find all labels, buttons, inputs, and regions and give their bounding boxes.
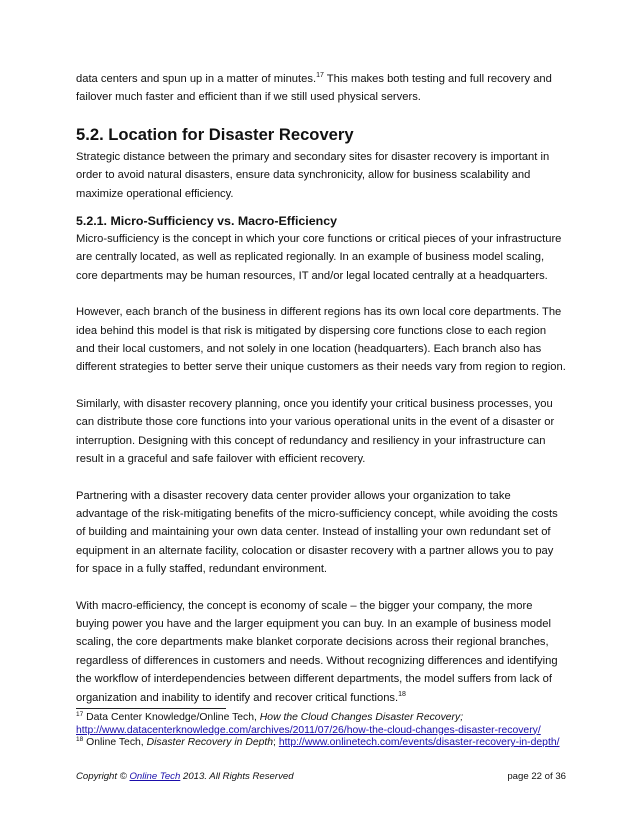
body-paragraph: Partnering with a disaster recovery data center provider allows your organization to take advantage of the risk-mitigating benefits of the micro-sufficiency concept, while avoiding the costs of building and maintaining your own data center. Instead of installing your own redundant set of equipment in an alternate facility, colocation or disaster recovery with a partner allows you to pay for space in a fully staffed, redundant environment. [76,489,558,576]
section-heading-5-2: 5.2. Location for Disaster Recovery [76,124,354,144]
footnote-17: $^{17}$ Data Center Knowledge/Online Tech, How the Cloud Changes Disaster Recovery; http://www.datacenterknowledge.com/archives/2011/07/26/how-the-cloud-changes-disaster-recovery/ [76,711,541,736]
subsection-heading-5-2-1: 5.2.1. Micro-Sufficiency vs. Macro-Efficiency [76,214,337,229]
footnote-divider [76,708,226,709]
macro-efficiency-paragraph: With macro-efficiency, the concept is economy of scale – the bigger your company, the more buying power you have and the larger equipment you can buy. In an example of business model scaling, the core departments make blanket corporate decisions across their regional branches, regardless of differences in customers and needs. Without recognizing differences and identifying the workflow of interdependencies between different departments, the model suffers from lack of organization and inability to identify and recover critical functions.$^{18}$ [76,599,558,704]
footnote-18: $^{18}$ Online Tech, Disaster Recovery in Depth; http://www.onlinetech.com/events/disaster-recovery-in-depth/ [76,736,560,748]
page-footer [76,771,566,782]
body-paragraph: Micro-sufficiency is the concept in which your core functions or critical pieces of your infrastructure are centrally located, as well as replicated regionally. In an example of business model scaling, core departments may be human resources, IT and/or legal located centrally at a headquarters. [76,233,562,282]
page-number: page 22 of 36 [507,771,566,782]
intro-paragraph: data centers and spun up in a matter of minutes.$^{17}$ This makes both testing and full recovery and failover much faster and efficient than if we still used physical servers. [76,72,552,104]
body-paragraph: Similarly, with disaster recovery planning, once you identify your critical business processes, you can distribute those core functions into your various operational units in the event of a disaster or interruption. Designing with this concept of redundancy and resiliency in your infrastructure can result in a graceful and safe failover with efficient recovery. [76,397,555,466]
page-body [76,70,566,707]
footnote-18-link[interactable]: http://www.onlinetech.com/events/disaster-recovery-in-depth/ [278,737,560,748]
section-5-2-paragraph: Strategic distance between the primary and secondary sites for disaster recovery is important in order to avoid natural disasters, ensure data synchronicity, allow for business scalability and maximize operational efficiency. [76,150,550,200]
footnotes [76,712,576,750]
copyright-notice: Copyright © Online Tech 2013. All Rights Reserved [76,771,294,782]
body-paragraph: However, each branch of the business in different regions has its own local core departments. The idea behind this model is that risk is mitigated by dispersing core functions close to each region and their local customers, and not solely in one location (headquarters). Each branch also has different strategies to better serve their unique customers as their needs vary from region to region. [76,306,566,374]
footnote-ref-17[interactable]: 17 [316,72,324,79]
footnote-ref-18[interactable]: 18 [398,690,406,698]
company-link[interactable]: Online Tech [129,771,181,782]
footnote-17-link[interactable]: http://www.datacenterknowledge.com/archives/2011/07/26/how-the-cloud-changes-disaster-recovery/ [76,724,541,736]
